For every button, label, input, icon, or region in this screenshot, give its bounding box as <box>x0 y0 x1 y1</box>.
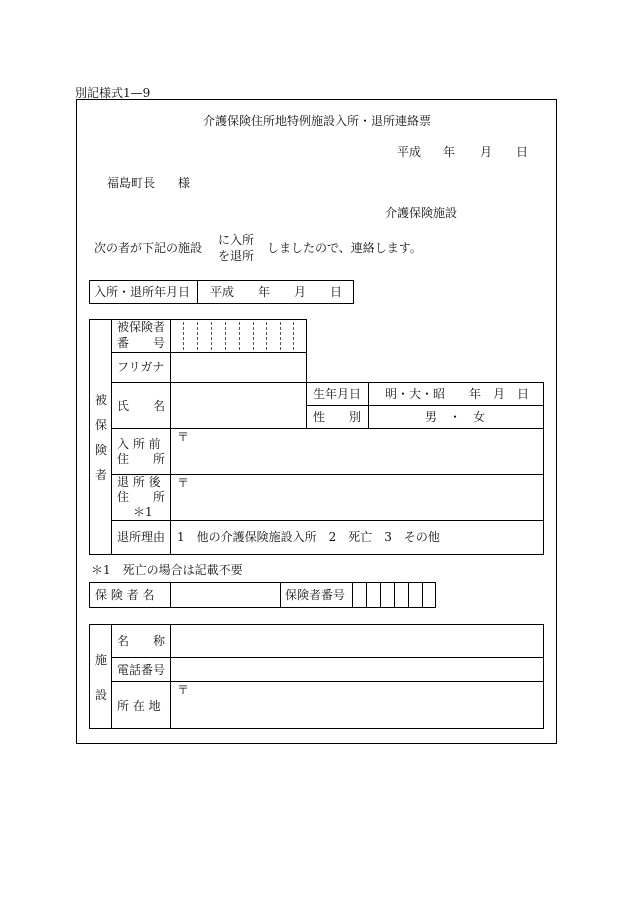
prev-address-label: 入 所 前 <box>117 437 161 451</box>
message-option-in: に入所 <box>218 233 255 247</box>
insured-side-label-2: 保 <box>95 418 108 432</box>
reason-value: 1 他の介護保険施設入所 2 死亡 3 その他 <box>177 530 440 544</box>
prev-address-postal-mark: 〒 <box>177 430 190 444</box>
insured-side-label-4: 者 <box>95 468 108 482</box>
reason-label: 退所理由 <box>117 530 166 544</box>
insured-side-label-3: 険 <box>95 443 108 457</box>
insurer-name-label: 保 険 者 名 <box>95 588 155 602</box>
addressee-honorific: 様 <box>178 176 191 190</box>
form-id: 別記様式1—9 <box>75 86 151 100</box>
message-option-out: を退所 <box>218 249 255 263</box>
birth-value: 明・大・昭 年 月 日 <box>385 387 530 401</box>
facility-side-label-2: 設 <box>95 688 108 702</box>
furigana-label: フリガナ <box>117 360 165 374</box>
gender-value: 男 ・ 女 <box>425 410 486 424</box>
sender: 介護保険施設 <box>385 206 458 220</box>
insured-number-label: 被保険者 <box>117 320 166 334</box>
note: ＊1 死亡の場合は記載不要 <box>91 563 243 577</box>
name-label: 氏 名 <box>117 399 166 413</box>
insured-side-label-1: 被 <box>95 393 108 407</box>
facility-postal-mark: 〒 <box>177 683 190 697</box>
insurer-number-label: 保険者番号 <box>285 588 346 602</box>
facility-phone-label: 電話番号 <box>117 663 166 677</box>
gender-label: 性 別 <box>313 410 362 424</box>
facility-side-label-1: 施 <box>95 653 108 667</box>
post-address-label: 退 所 後 <box>117 475 161 489</box>
facility-name-label: 名 称 <box>117 634 166 648</box>
message-before: 次の者が下記の施設 <box>94 241 203 255</box>
move-date-label: 入所・退所年月日 <box>94 285 191 299</box>
form-title: 介護保険住所地特例施設入所・退所連絡票 <box>203 114 432 128</box>
facility-location-label: 所 在 地 <box>117 699 161 713</box>
birth-label: 生年月日 <box>313 387 362 401</box>
message-after: しましたので、連絡します。 <box>267 241 422 255</box>
post-address-postal-mark: 〒 <box>177 476 190 490</box>
addressee-name: 福島町長 <box>107 176 156 190</box>
